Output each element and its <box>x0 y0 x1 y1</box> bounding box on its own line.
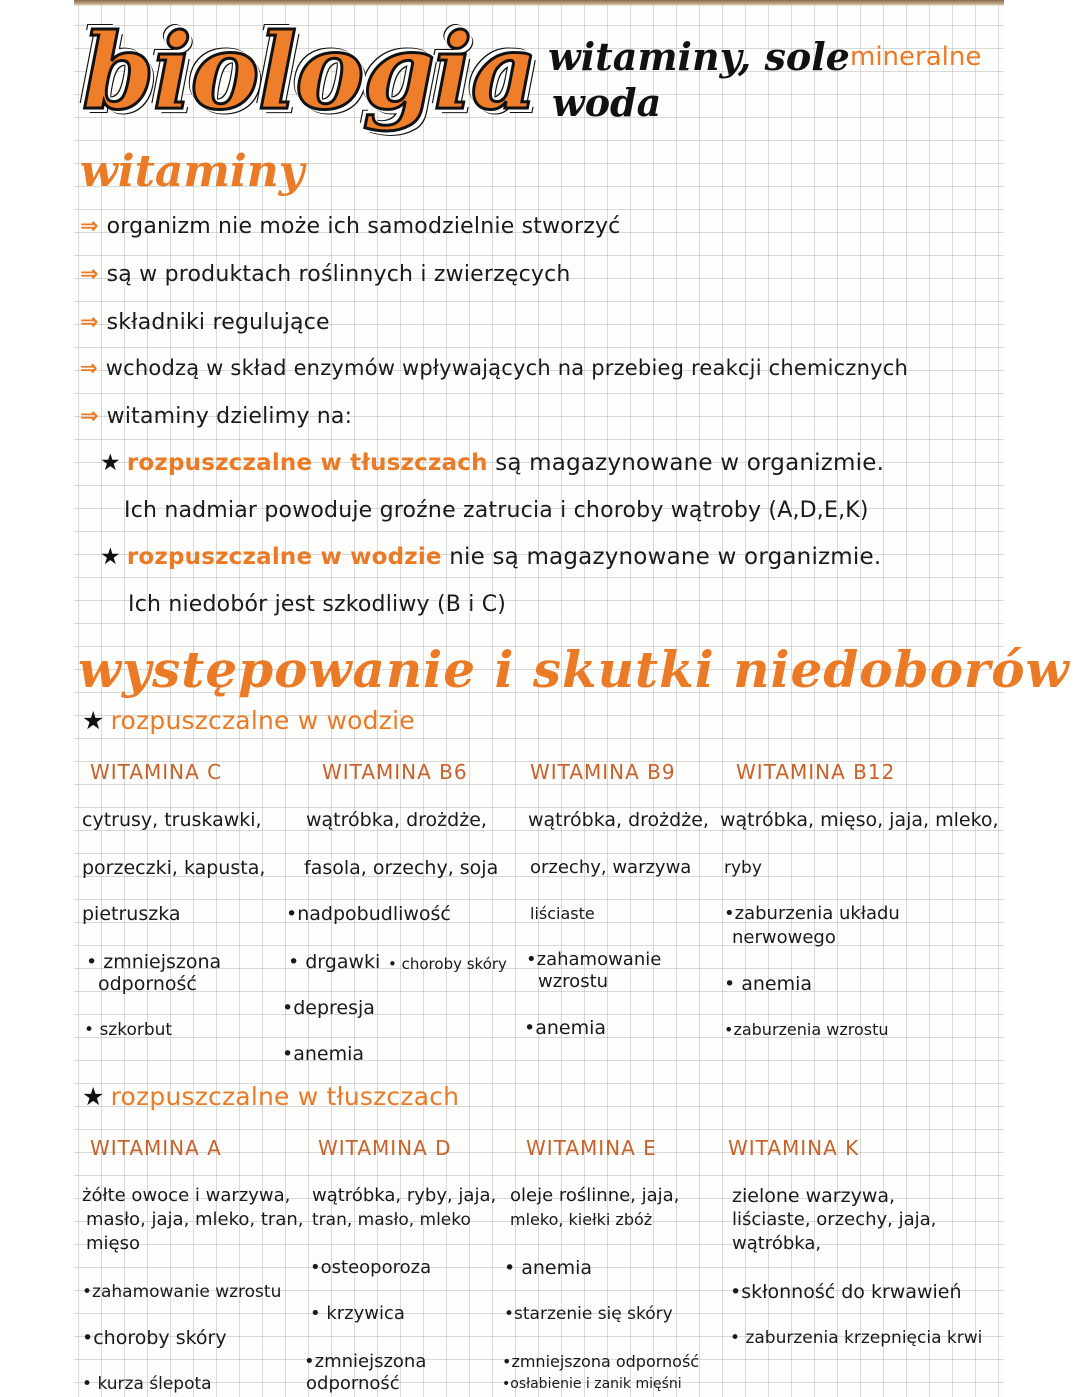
vitamin-b12-effect: •zaburzenia wzrostu <box>724 1020 889 1039</box>
bullet-item: ⇒ witaminy dzielimy na: <box>80 404 353 429</box>
vitamin-d-header: WITAMINA D <box>318 1136 452 1160</box>
page-title: biologia <box>82 10 537 133</box>
bullet-item: ⇒ organizm nie może ich samodzielnie stworzyć <box>80 214 621 239</box>
vitamin-b9-effect: •zahamowanie <box>526 949 662 970</box>
vitamin-type-fat: ★ rozpuszczalne w tłuszczach są magazynowane w organizmie. <box>100 450 885 476</box>
subtitle-line1: witaminy, sole <box>548 34 850 79</box>
vitamin-b6-source: wątróbka, drożdże, <box>306 809 487 831</box>
vitamin-b6-header: WITAMINA B6 <box>322 760 468 784</box>
vitamin-d-source: wątróbka, ryby, jaja, <box>312 1185 497 1206</box>
vitamin-k-header: WITAMINA K <box>728 1136 860 1160</box>
vitamin-b9-source: liściaste <box>530 904 595 923</box>
vitamin-e-header: WITAMINA E <box>526 1136 657 1160</box>
vitamin-b6-effect: •anemia <box>282 1043 365 1065</box>
vitamin-c-source: cytrusy, truskawki, <box>82 809 262 831</box>
vitamin-a-effect: • kurza ślepota <box>82 1374 212 1394</box>
arrow-icon: ⇒ <box>80 310 99 335</box>
vitamin-b9-effect: •anemia <box>524 1017 607 1039</box>
vitamin-b9-header: WITAMINA B9 <box>530 760 676 784</box>
arrow-icon: ⇒ <box>80 214 99 239</box>
vitamin-d-effect: • krzywica <box>310 1303 405 1324</box>
vitamin-type-water-desc: Ich niedobór jest szkodliwy (B i C) <box>128 592 507 617</box>
vitamin-b12-source: wątróbka, mięso, jaja, mleko, <box>720 809 999 831</box>
vitamin-d-effect: •zmniejszona <box>304 1351 427 1372</box>
vitamin-type-fat-desc: Ich nadmiar powoduje groźne zatrucia i choroby wątroby (A,D,E,K) <box>124 498 869 523</box>
vitamin-b9-effect: wzrostu <box>538 971 609 992</box>
vitamin-e-source: oleje roślinne, jaja, <box>510 1185 680 1206</box>
star-icon: ★ <box>82 706 105 735</box>
vitamin-k-source: wątróbka, <box>732 1233 822 1254</box>
vitamin-d-source: tran, masło, mleko <box>312 1210 471 1230</box>
vitamin-b12-effect: •zaburzenia układu <box>724 903 900 924</box>
vitamin-b6-effect: •depresja <box>282 997 375 1019</box>
vitamin-d-effect: •osteoporoza <box>310 1257 432 1278</box>
vitamin-k-source: zielone warzywa, <box>732 1185 896 1207</box>
vitamin-a-effect: •choroby skóry <box>82 1327 227 1349</box>
arrow-icon: ⇒ <box>80 356 98 380</box>
vitamin-b9-source: orzechy, warzywa <box>530 857 692 878</box>
vitamin-c-header: WITAMINA C <box>90 760 223 784</box>
vitamin-c-effect: • zmniejszona <box>86 951 222 973</box>
vitamin-k-source: liściaste, orzechy, jaja, <box>732 1209 937 1230</box>
vitamin-e-effect: •zmniejszona odporność <box>502 1352 700 1371</box>
vitamin-k-effect: •skłonność do krwawień <box>730 1281 962 1303</box>
star-icon: ★ <box>100 450 121 476</box>
vitamin-b6-effect: • choroby skóry <box>388 955 507 973</box>
bullet-item: ⇒ wchodzą w skład enzymów wpływających na przebieg reakcji chemicznych <box>80 356 909 380</box>
vitamin-b12-source: ryby <box>724 858 762 878</box>
vitamin-a-source: żółte owoce i warzywa, <box>82 1185 291 1206</box>
vitamin-b12-effect: nerwowego <box>732 927 836 948</box>
vitamin-e-source: mleko, kiełki zbóż <box>510 1210 653 1229</box>
page-top-edge <box>74 0 1004 6</box>
vitamin-c-source: pietruszka <box>82 903 181 925</box>
section-title-occurrence: występowanie i skutki niedoborów <box>78 640 1070 699</box>
star-icon: ★ <box>82 1082 105 1111</box>
vitamin-b6-source: fasola, orzechy, soja <box>304 857 499 879</box>
vitamin-c-source: porzeczki, kapusta, <box>82 857 266 879</box>
vitamin-c-effect: odporność <box>98 973 197 995</box>
bullet-item: ⇒ składniki regulujące <box>80 310 330 335</box>
vitamin-e-effect: •osłabienie i zanik mięśni <box>502 1376 682 1392</box>
vitamin-a-source: masło, jaja, mleko, tran, <box>86 1209 304 1230</box>
subtitle-line2: woda <box>552 80 662 125</box>
vitamin-b6-effect: •nadpobudliwość <box>286 903 451 925</box>
vitamin-d-effect: odporność <box>306 1373 400 1394</box>
vitamin-a-source: mięso <box>86 1233 140 1254</box>
star-icon: ★ <box>100 544 121 570</box>
bullet-item: ⇒ są w produktach roślinnych i zwierzęcych <box>80 262 571 287</box>
subtitle-accent: mineralne <box>850 42 982 72</box>
vitamin-b12-effect: • anemia <box>724 973 813 995</box>
vitamin-c-effect: • szkorbut <box>84 1020 173 1040</box>
vitamin-b6-effect: • drgawki <box>288 951 381 973</box>
vitamin-b9-source: wątróbka, drożdże, <box>528 809 709 831</box>
vitamin-a-effect: •zahamowanie wzrostu <box>82 1282 282 1302</box>
vitamin-e-effect: •starzenie się skóry <box>504 1304 673 1324</box>
vitamin-e-effect: • anemia <box>504 1257 593 1279</box>
vitamin-type-water: ★ rozpuszczalne w wodzie nie są magazynowane w organizmie. <box>100 544 882 570</box>
vitamin-k-effect: • zaburzenia krzepnięcia krwi <box>730 1328 983 1348</box>
arrow-icon: ⇒ <box>80 262 99 287</box>
vitamin-a-header: WITAMINA A <box>90 1136 222 1160</box>
water-soluble-heading: ★ rozpuszczalne w wodzie <box>82 706 415 735</box>
arrow-icon: ⇒ <box>80 404 99 429</box>
vitamin-b12-header: WITAMINA B12 <box>736 760 896 784</box>
section-title-vitamins: witaminy <box>80 146 305 197</box>
fat-soluble-heading: ★ rozpuszczalne w tłuszczach <box>82 1082 460 1111</box>
